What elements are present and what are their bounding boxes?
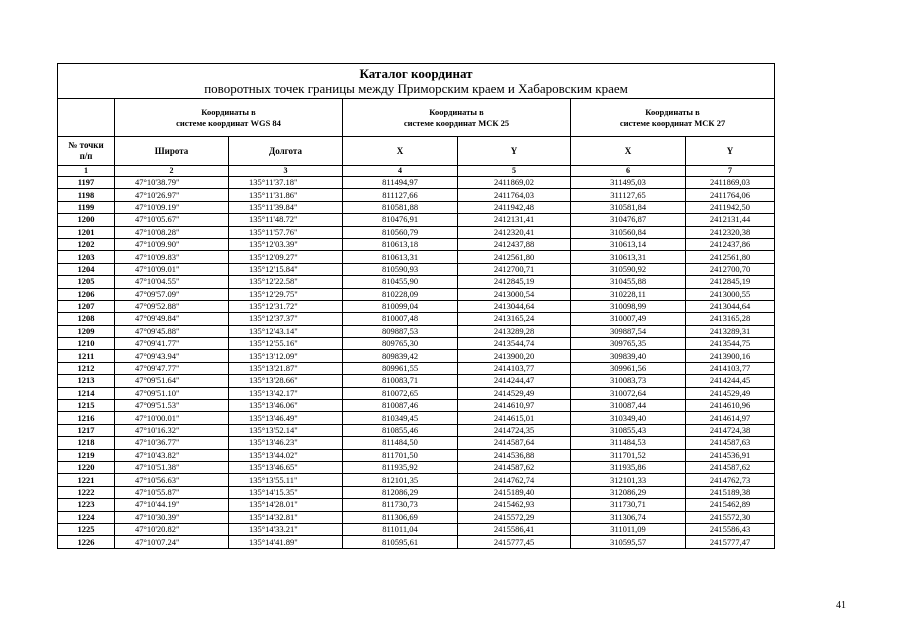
- cell-longitude: 135°13'12.09": [229, 350, 343, 362]
- table-row: [58, 201, 775, 213]
- cell-y-msk27: 2414529,49: [686, 387, 775, 399]
- cell-x-msk25: 810613,31: [343, 251, 458, 263]
- cell-x-msk27: 309961,56: [571, 362, 686, 374]
- cell-x-msk27: 312086,29: [571, 486, 686, 498]
- cell-latitude: 47°10'30.39": [115, 511, 229, 523]
- cell-x-msk25: 812101,35: [343, 474, 458, 486]
- cell-y-msk25: 2415189,40: [458, 486, 571, 498]
- cell-latitude: 47°09'45.88": [115, 325, 229, 337]
- cell-point-number: 1203: [58, 251, 115, 263]
- cell-latitude: 47°10'26.97": [115, 189, 229, 201]
- group-msk25-line1: Координаты в: [429, 106, 484, 117]
- cell-x-msk25: 810455,90: [343, 276, 458, 288]
- column-number: 5: [458, 166, 571, 177]
- cell-x-msk27: 310560,84: [571, 226, 686, 238]
- cell-y-msk27: 2415586,43: [686, 523, 775, 535]
- column-header-latitude: Широта: [115, 137, 229, 166]
- cell-longitude: 135°11'48.72": [229, 214, 343, 226]
- cell-y-msk25: 2415586,41: [458, 523, 571, 535]
- cell-x-msk27: 309765,35: [571, 338, 686, 350]
- cell-longitude: 135°11'31.86": [229, 189, 343, 201]
- cell-x-msk27: 310855,43: [571, 424, 686, 436]
- cell-x-msk25: 810581,88: [343, 201, 458, 213]
- cell-x-msk27: 311011,09: [571, 523, 686, 535]
- cell-point-number: 1222: [58, 486, 115, 498]
- table-row: [58, 474, 775, 486]
- cell-latitude: 47°10'08.28": [115, 226, 229, 238]
- cell-x-msk25: 810099,04: [343, 300, 458, 312]
- cell-latitude: 47°10'16.32": [115, 424, 229, 436]
- cell-y-msk25: 2414610,97: [458, 400, 571, 412]
- cell-latitude: 47°10'09.01": [115, 263, 229, 275]
- coordinate-rows: [58, 177, 775, 549]
- group-wgs84-line2: системе координат WGS 84: [176, 117, 281, 128]
- cell-y-msk25: 2414615,01: [458, 412, 571, 424]
- cell-x-msk27: 311730,71: [571, 499, 686, 511]
- column-number: 3: [229, 166, 343, 177]
- cell-x-msk25: 810476,91: [343, 214, 458, 226]
- cell-latitude: 47°09'57.09": [115, 288, 229, 300]
- cell-longitude: 135°12'29.75": [229, 288, 343, 300]
- cell-longitude: 135°13'52.14": [229, 424, 343, 436]
- cell-x-msk27: 311306,74: [571, 511, 686, 523]
- column-header-point-line1: № точки: [68, 140, 104, 150]
- cell-y-msk27: 2415777,47: [686, 536, 775, 548]
- cell-longitude: 135°11'39.84": [229, 201, 343, 213]
- cell-y-msk25: 2412845,19: [458, 276, 571, 288]
- cell-y-msk27: 2413289,31: [686, 325, 775, 337]
- cell-y-msk27: 2412700,70: [686, 263, 775, 275]
- cell-y-msk25: 2414587,64: [458, 437, 571, 449]
- cell-x-msk25: 809765,30: [343, 338, 458, 350]
- cell-longitude: 135°14'28.01": [229, 499, 343, 511]
- cell-x-msk25: 812086,29: [343, 486, 458, 498]
- cell-latitude: 47°09'51.64": [115, 375, 229, 387]
- cell-y-msk25: 2413044,64: [458, 300, 571, 312]
- cell-y-msk27: 2414536,91: [686, 449, 775, 461]
- cell-y-msk27: 2412320,38: [686, 226, 775, 238]
- cell-y-msk27: 2414610,96: [686, 400, 775, 412]
- cell-longitude: 135°13'46.65": [229, 461, 343, 473]
- cell-point-number: 1225: [58, 523, 115, 535]
- cell-point-number: 1211: [58, 350, 115, 362]
- cell-x-msk25: 810228,09: [343, 288, 458, 300]
- cell-longitude: 135°12'31.72": [229, 300, 343, 312]
- cell-longitude: 135°13'21.87": [229, 362, 343, 374]
- cell-latitude: 47°10'36.77": [115, 437, 229, 449]
- cell-x-msk27: 310455,88: [571, 276, 686, 288]
- cell-y-msk25: 2415462,93: [458, 499, 571, 511]
- cell-y-msk25: 2414103,77: [458, 362, 571, 374]
- cell-y-msk25: 2413289,28: [458, 325, 571, 337]
- cell-y-msk25: 2411764,03: [458, 189, 571, 201]
- table-row: [58, 263, 775, 275]
- cell-x-msk25: 811127,66: [343, 189, 458, 201]
- cell-y-msk25: 2412320,41: [458, 226, 571, 238]
- cell-point-number: 1215: [58, 400, 115, 412]
- table-row: [58, 362, 775, 374]
- cell-y-msk27: 2414103,77: [686, 362, 775, 374]
- cell-x-msk25: 809839,42: [343, 350, 458, 362]
- cell-y-msk27: 2412845,19: [686, 276, 775, 288]
- cell-x-msk27: 310228,11: [571, 288, 686, 300]
- cell-latitude: 47°09'49.84": [115, 313, 229, 325]
- cell-x-msk27: 311484,53: [571, 437, 686, 449]
- cell-point-number: 1226: [58, 536, 115, 548]
- cell-longitude: 135°13'44.02": [229, 449, 343, 461]
- cell-x-msk25: 810083,71: [343, 375, 458, 387]
- cell-y-msk25: 2414244,47: [458, 375, 571, 387]
- cell-x-msk25: 810855,46: [343, 424, 458, 436]
- cell-x-msk25: 811730,73: [343, 499, 458, 511]
- cell-y-msk27: 2412561,80: [686, 251, 775, 263]
- cell-point-number: 1208: [58, 313, 115, 325]
- cell-y-msk25: 2413544,74: [458, 338, 571, 350]
- cell-y-msk27: 2414587,63: [686, 437, 775, 449]
- table-row: [58, 387, 775, 399]
- cell-longitude: 135°11'57.76": [229, 226, 343, 238]
- cell-y-msk27: 2411942,50: [686, 201, 775, 213]
- group-header-blank: [58, 99, 115, 137]
- cell-y-msk25: 2414587,62: [458, 461, 571, 473]
- cell-latitude: 47°10'09.19": [115, 201, 229, 213]
- cell-y-msk27: 2414244,45: [686, 375, 775, 387]
- cell-y-msk25: 2413900,20: [458, 350, 571, 362]
- cell-y-msk25: 2411942,48: [458, 201, 571, 213]
- cell-latitude: 47°10'44.19": [115, 499, 229, 511]
- cell-point-number: 1214: [58, 387, 115, 399]
- cell-x-msk25: 810349,45: [343, 412, 458, 424]
- table-row: [58, 499, 775, 511]
- table-row: [58, 338, 775, 350]
- column-header-y-msk25: Y: [458, 137, 571, 166]
- cell-y-msk25: 2414724,35: [458, 424, 571, 436]
- cell-longitude: 135°14'41.89": [229, 536, 343, 548]
- cell-y-msk27: 2414724,38: [686, 424, 775, 436]
- cell-point-number: 1219: [58, 449, 115, 461]
- cell-x-msk27: 310098,99: [571, 300, 686, 312]
- cell-latitude: 47°10'55.87": [115, 486, 229, 498]
- cell-y-msk25: 2414762,74: [458, 474, 571, 486]
- group-msk25-line2: системе координат МСК 25: [403, 117, 510, 128]
- cell-y-msk25: 2414536,88: [458, 449, 571, 461]
- cell-y-msk25: 2411869,02: [458, 177, 571, 189]
- cell-x-msk25: 810007,48: [343, 313, 458, 325]
- cell-longitude: 135°12'09.27": [229, 251, 343, 263]
- cell-x-msk25: 811494,97: [343, 177, 458, 189]
- cell-longitude: 135°12'55.16": [229, 338, 343, 350]
- cell-x-msk27: 310349,40: [571, 412, 686, 424]
- cell-longitude: 135°11'37.18": [229, 177, 343, 189]
- cell-x-msk27: 310581,84: [571, 201, 686, 213]
- cell-latitude: 47°10'05.67": [115, 214, 229, 226]
- cell-y-msk25: 2413000,54: [458, 288, 571, 300]
- table-row: [58, 523, 775, 535]
- cell-y-msk25: 2414529,49: [458, 387, 571, 399]
- column-number: 6: [571, 166, 686, 177]
- cell-point-number: 1220: [58, 461, 115, 473]
- cell-x-msk25: 809887,53: [343, 325, 458, 337]
- cell-longitude: 135°12'37.37": [229, 313, 343, 325]
- cell-latitude: 47°09'47.77": [115, 362, 229, 374]
- cell-x-msk27: 311701,52: [571, 449, 686, 461]
- cell-x-msk27: 309839,40: [571, 350, 686, 362]
- cell-longitude: 135°12'15.84": [229, 263, 343, 275]
- column-header-point-line2: п/п: [79, 151, 93, 161]
- cell-longitude: 135°14'32.81": [229, 511, 343, 523]
- cell-point-number: 1223: [58, 499, 115, 511]
- table-row: [58, 461, 775, 473]
- cell-latitude: 47°10'07.24": [115, 536, 229, 548]
- cell-x-msk25: 810087,46: [343, 400, 458, 412]
- table-row: [58, 350, 775, 362]
- cell-y-msk27: 2413900,16: [686, 350, 775, 362]
- cell-point-number: 1207: [58, 300, 115, 312]
- cell-point-number: 1198: [58, 189, 115, 201]
- group-header-msk27: [571, 99, 775, 137]
- cell-point-number: 1205: [58, 276, 115, 288]
- catalog-title-cell: [58, 64, 775, 99]
- group-msk27-line1: Координаты в: [645, 106, 700, 117]
- column-header-y-msk27: Y: [686, 137, 775, 166]
- cell-longitude: 135°13'46.06": [229, 400, 343, 412]
- cell-x-msk25: 810560,79: [343, 226, 458, 238]
- table-row: [58, 276, 775, 288]
- table-row: [58, 412, 775, 424]
- catalog-title: Каталог координат: [359, 66, 473, 81]
- table-row: [58, 251, 775, 263]
- cell-longitude: 135°13'46.23": [229, 437, 343, 449]
- cell-y-msk27: 2415462,89: [686, 499, 775, 511]
- cell-latitude: 47°10'38.79": [115, 177, 229, 189]
- cell-point-number: 1199: [58, 201, 115, 213]
- cell-longitude: 135°13'46.49": [229, 412, 343, 424]
- cell-x-msk27: 310613,14: [571, 238, 686, 250]
- cell-longitude: 135°12'03.39": [229, 238, 343, 250]
- cell-point-number: 1221: [58, 474, 115, 486]
- cell-latitude: 47°09'51.10": [115, 387, 229, 399]
- cell-y-msk27: 2412437,86: [686, 238, 775, 250]
- cell-point-number: 1217: [58, 424, 115, 436]
- cell-y-msk27: 2411869,03: [686, 177, 775, 189]
- cell-x-msk27: 310087,44: [571, 400, 686, 412]
- table-row: [58, 189, 775, 201]
- table-row: [58, 325, 775, 337]
- table-row: [58, 511, 775, 523]
- cell-y-msk25: 2412437,88: [458, 238, 571, 250]
- column-number: 7: [686, 166, 775, 177]
- table-row: [58, 313, 775, 325]
- cell-longitude: 135°12'43.14": [229, 325, 343, 337]
- cell-y-msk25: 2413165,24: [458, 313, 571, 325]
- column-number: 4: [343, 166, 458, 177]
- cell-x-msk27: 309887,54: [571, 325, 686, 337]
- table-row: [58, 214, 775, 226]
- cell-point-number: 1197: [58, 177, 115, 189]
- cell-point-number: 1216: [58, 412, 115, 424]
- cell-y-msk27: 2412131,44: [686, 214, 775, 226]
- cell-latitude: 47°10'09.83": [115, 251, 229, 263]
- cell-y-msk25: 2412131,41: [458, 214, 571, 226]
- cell-point-number: 1212: [58, 362, 115, 374]
- cell-x-msk27: 310083,73: [571, 375, 686, 387]
- cell-y-msk27: 2414614,97: [686, 412, 775, 424]
- page-number: 41: [836, 600, 846, 611]
- cell-point-number: 1201: [58, 226, 115, 238]
- cell-x-msk25: 810072,65: [343, 387, 458, 399]
- cell-x-msk27: 310007,49: [571, 313, 686, 325]
- cell-x-msk27: 311495,03: [571, 177, 686, 189]
- cell-x-msk25: 810613,18: [343, 238, 458, 250]
- cell-x-msk25: 811935,92: [343, 461, 458, 473]
- cell-latitude: 47°10'09.90": [115, 238, 229, 250]
- cell-y-msk27: 2413000,55: [686, 288, 775, 300]
- column-header-longitude: Долгота: [229, 137, 343, 166]
- cell-x-msk25: 810595,61: [343, 536, 458, 548]
- cell-latitude: 47°09'41.77": [115, 338, 229, 350]
- cell-longitude: 135°13'55.11": [229, 474, 343, 486]
- cell-x-msk25: 811484,50: [343, 437, 458, 449]
- column-number: 1: [58, 166, 115, 177]
- cell-y-msk27: 2413165,28: [686, 313, 775, 325]
- table-row: [58, 177, 775, 189]
- cell-y-msk27: 2415189,38: [686, 486, 775, 498]
- table-row: [58, 449, 775, 461]
- cell-y-msk27: 2411764,06: [686, 189, 775, 201]
- cell-latitude: 47°10'20.82": [115, 523, 229, 535]
- cell-longitude: 135°13'28.66": [229, 375, 343, 387]
- cell-x-msk27: 311935,86: [571, 461, 686, 473]
- cell-longitude: 135°14'33.21": [229, 523, 343, 535]
- cell-point-number: 1224: [58, 511, 115, 523]
- column-header-x-msk27: X: [571, 137, 686, 166]
- cell-x-msk27: 310476,87: [571, 214, 686, 226]
- cell-y-msk27: 2413544,75: [686, 338, 775, 350]
- cell-x-msk25: 811701,50: [343, 449, 458, 461]
- cell-point-number: 1204: [58, 263, 115, 275]
- column-number: 2: [115, 166, 229, 177]
- cell-point-number: 1218: [58, 437, 115, 449]
- cell-y-msk27: 2414762,73: [686, 474, 775, 486]
- cell-x-msk25: 809961,55: [343, 362, 458, 374]
- cell-x-msk27: 310072,64: [571, 387, 686, 399]
- cell-y-msk27: 2413044,64: [686, 300, 775, 312]
- cell-y-msk25: 2415572,29: [458, 511, 571, 523]
- cell-latitude: 47°09'52.88": [115, 300, 229, 312]
- table-row: [58, 424, 775, 436]
- table-row: [58, 300, 775, 312]
- cell-x-msk27: 312101,33: [571, 474, 686, 486]
- table-row: [58, 288, 775, 300]
- cell-point-number: 1202: [58, 238, 115, 250]
- group-header-wgs84: [115, 99, 343, 137]
- table-row: [58, 226, 775, 238]
- cell-y-msk25: 2412700,71: [458, 263, 571, 275]
- cell-latitude: 47°10'04.55": [115, 276, 229, 288]
- cell-y-msk27: 2414587,62: [686, 461, 775, 473]
- cell-y-msk25: 2412561,80: [458, 251, 571, 263]
- column-header-point: [58, 137, 115, 166]
- group-wgs84-line1: Координаты в: [201, 106, 256, 117]
- cell-y-msk27: 2415572,30: [686, 511, 775, 523]
- table-row: [58, 238, 775, 250]
- cell-latitude: 47°10'43.82": [115, 449, 229, 461]
- cell-latitude: 47°09'43.94": [115, 350, 229, 362]
- catalog-subtitle: поворотных точек границы между Приморским краем и Хабаровским краем: [204, 81, 628, 96]
- cell-x-msk25: 810590,93: [343, 263, 458, 275]
- cell-latitude: 47°09'51.53": [115, 400, 229, 412]
- group-header-msk25: [343, 99, 571, 137]
- cell-latitude: 47°10'00.01": [115, 412, 229, 424]
- cell-x-msk27: 310595,57: [571, 536, 686, 548]
- table-row: [58, 375, 775, 387]
- cell-point-number: 1209: [58, 325, 115, 337]
- cell-latitude: 47°10'51.38": [115, 461, 229, 473]
- cell-y-msk25: 2415777,45: [458, 536, 571, 548]
- cell-point-number: 1200: [58, 214, 115, 226]
- cell-x-msk27: 310613,31: [571, 251, 686, 263]
- cell-x-msk27: 310590,92: [571, 263, 686, 275]
- cell-x-msk25: 811011,04: [343, 523, 458, 535]
- table-row: [58, 400, 775, 412]
- table-row: [58, 536, 775, 548]
- cell-longitude: 135°14'15.35": [229, 486, 343, 498]
- cell-latitude: 47°10'56.63": [115, 474, 229, 486]
- cell-longitude: 135°12'22.58": [229, 276, 343, 288]
- cell-point-number: 1210: [58, 338, 115, 350]
- column-header-x-msk25: X: [343, 137, 458, 166]
- cell-x-msk25: 811306,69: [343, 511, 458, 523]
- coordinate-catalog-table: [57, 63, 775, 549]
- cell-longitude: 135°13'42.17": [229, 387, 343, 399]
- table-row: [58, 437, 775, 449]
- cell-point-number: 1213: [58, 375, 115, 387]
- cell-point-number: 1206: [58, 288, 115, 300]
- table-row: [58, 486, 775, 498]
- group-msk27-line2: системе координат МСК 27: [619, 117, 726, 128]
- cell-x-msk27: 311127,65: [571, 189, 686, 201]
